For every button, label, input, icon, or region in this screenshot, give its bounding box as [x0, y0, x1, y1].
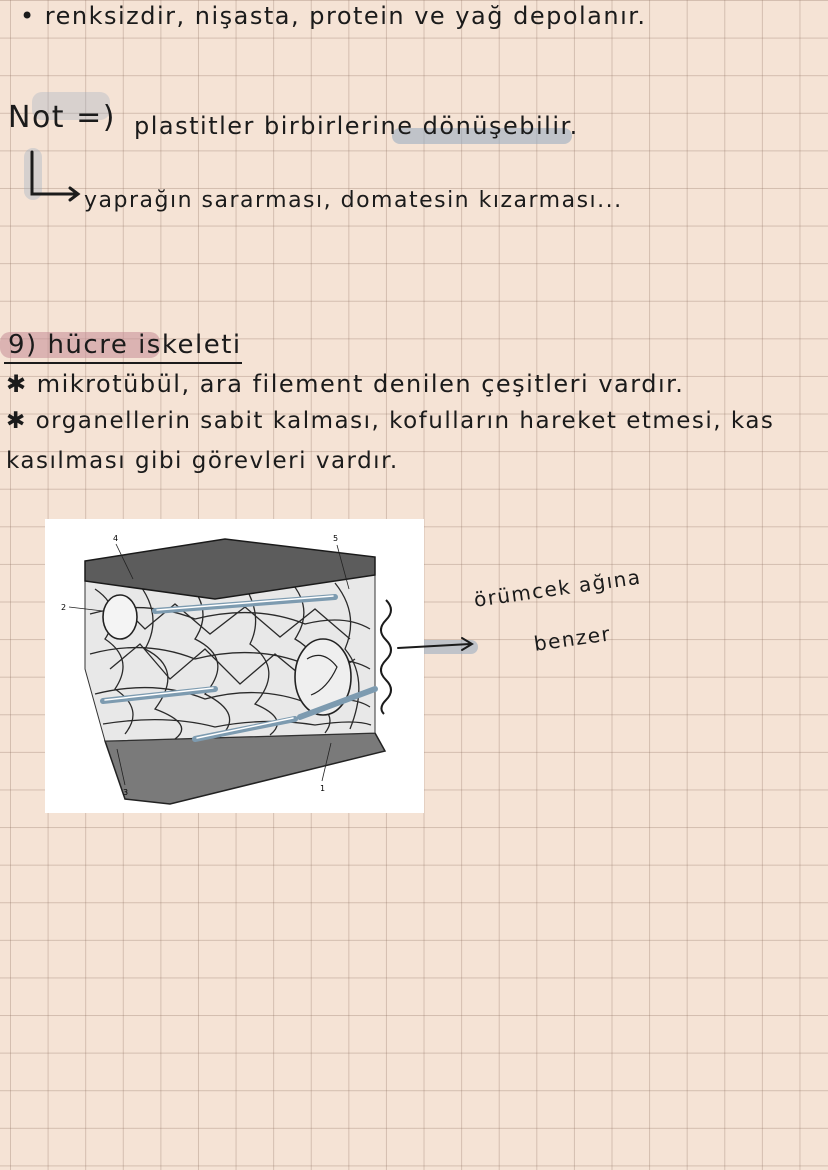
figure-label-3: 3 — [123, 788, 129, 797]
bullet-microtubule: ✱ mikrotübül, ara filement denilen çeşitleri vardır. — [6, 370, 685, 398]
section-title-underline — [4, 362, 242, 364]
annotation-orumcek: örümcek ağına — [472, 564, 643, 612]
note-example: yaprağın sararması, domatesin kızarması... — [84, 188, 623, 213]
figure-label-2: 2 — [61, 603, 67, 612]
text-line-renksizdir: • renksizdir, nişasta, protein ve yağ depolanır. — [20, 2, 647, 30]
bullet-functions: ✱ organellerin sabit kalması, kofulların hareket etmesi, kas — [6, 408, 775, 434]
note-text: plastitler birbirlerine dönüşebilir. — [134, 112, 579, 140]
note-label: Not =) — [8, 100, 116, 135]
figure-label-5: 5 — [333, 534, 339, 543]
figure-label-4: 4 — [113, 534, 119, 543]
section-title: 9) hücre iskeleti — [8, 330, 242, 360]
annotation-benzer: benzer — [532, 621, 613, 656]
corner-arrow-icon — [20, 150, 90, 210]
annotation-arrow-icon — [396, 636, 476, 656]
bullet-functions-cont: kasılması gibi görevleri vardır. — [6, 448, 399, 474]
squiggle-bracket — [366, 596, 406, 716]
figure-label-1: 1 — [320, 784, 326, 793]
